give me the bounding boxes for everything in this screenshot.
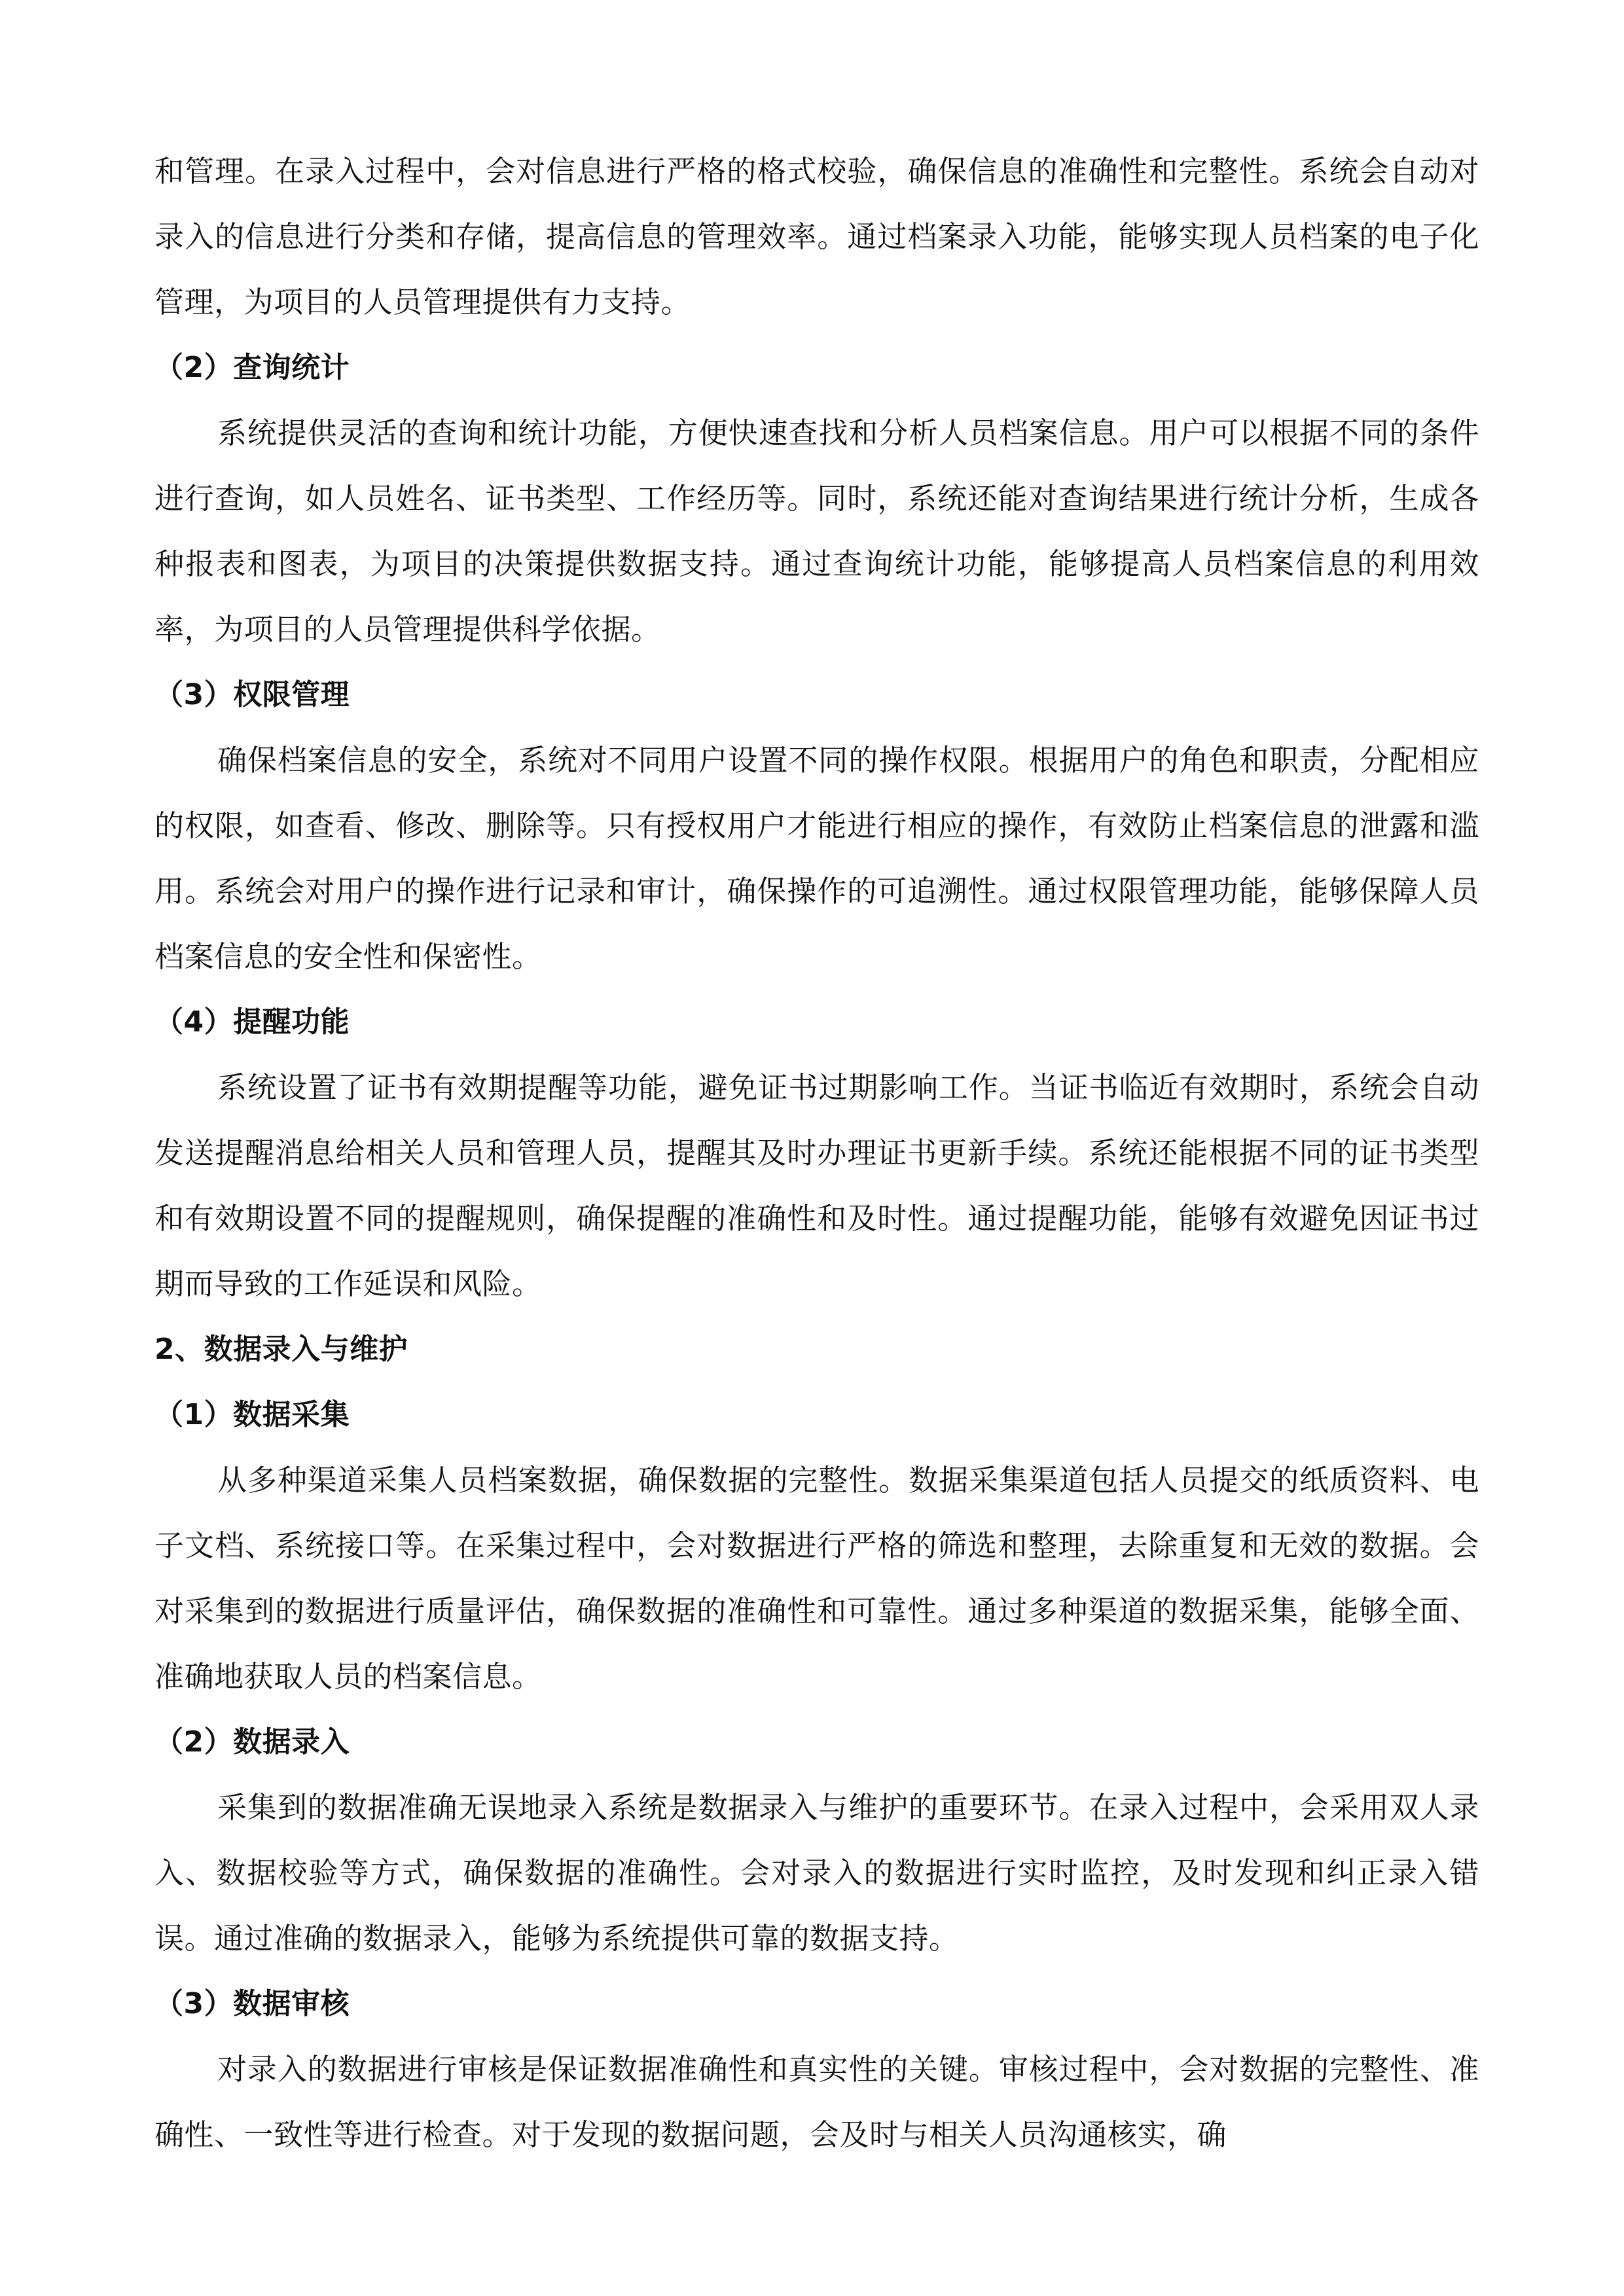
section-heading-data-collection: （1）数据采集	[154, 1398, 350, 1431]
section-heading-reminder-function: （4）提醒功能	[154, 1005, 350, 1039]
section-heading-query-statistics: （2）查询统计	[154, 351, 350, 384]
section-heading-permission-management: （3）权限管理	[154, 678, 350, 711]
paragraph: 对录入的数据进行审核是保证数据准确性和真实性的关键。审核过程中，会对数据的完整性、准确性、一致性等进行检查。对于发现的数据问题，会及时与相关人员沟通核实，确	[154, 2052, 1479, 2152]
paragraph: 确保档案信息的安全，系统对不同用户设置不同的操作权限。根据用户的角色和职责，分配相应的权限，如查看、修改、删除等。只有授权用户才能进行相应的操作，有效防止档案信息的泄露和滥用。系统会对用户的操作进行记录和审计，确保操作的可追溯性。通过权限管理功能，能够保障人员档案信息的安全性和保密性。	[154, 743, 1479, 974]
paragraph: 和管理。在录入过程中，会对信息进行严格的格式校验，确保信息的准确性和完整性。系统会自动对录入的信息进行分类和存储，提高信息的管理效率。通过档案录入功能，能够实现人员档案的电子化管理，为项目的人员管理提供有力支持。	[154, 154, 1479, 319]
paragraph: 采集到的数据准确无误地录入系统是数据录入与维护的重要环节。在录入过程中，会采用双人录入、数据校验等方式，确保数据的准确性。会对录入的数据进行实时监控，及时发现和纠正录入错误。通过准确的数据录入，能够为系统提供可靠的数据支持。	[154, 1790, 1479, 1956]
paragraph: 系统设置了证书有效期提醒等功能，避免证书过期影响工作。当证书临近有效期时，系统会自动发送提醒消息给相关人员和管理人员，提醒其及时办理证书更新手续。系统还能根据不同的证书类型和有效期设置不同的提醒规则，确保提醒的准确性和及时性。通过提醒功能，能够有效避免因证书过期而导致的工作延误和风险。	[154, 1070, 1479, 1301]
document-body	[154, 139, 1479, 2168]
paragraph: 从多种渠道采集人员档案数据，确保数据的完整性。数据采集渠道包括人员提交的纸质资料、电子文档、系统接口等。在采集过程中，会对数据进行严格的筛选和整理，去除重复和无效的数据。会对采集到的数据进行质量评估，确保数据的准确性和可靠性。通过多种渠道的数据采集，能够全面、准确地获取人员的档案信息。	[154, 1463, 1479, 1694]
section-heading-data-entry: （2）数据录入	[154, 1725, 350, 1759]
paragraph: 系统提供灵活的查询和统计功能，方便快速查找和分析人员档案信息。用户可以根据不同的条件进行查询，如人员姓名、证书类型、工作经历等。同时，系统还能对查询结果进行统计分析，生成各种报表和图表，为项目的决策提供数据支持。通过查询统计功能，能够提高人员档案信息的利用效率，为项目的人员管理提供科学依据。	[154, 416, 1479, 647]
section-heading-data-review: （3）数据审核	[154, 1987, 350, 2020]
section-heading-data-entry-maintenance: 2、数据录入与维护	[154, 1333, 408, 1366]
